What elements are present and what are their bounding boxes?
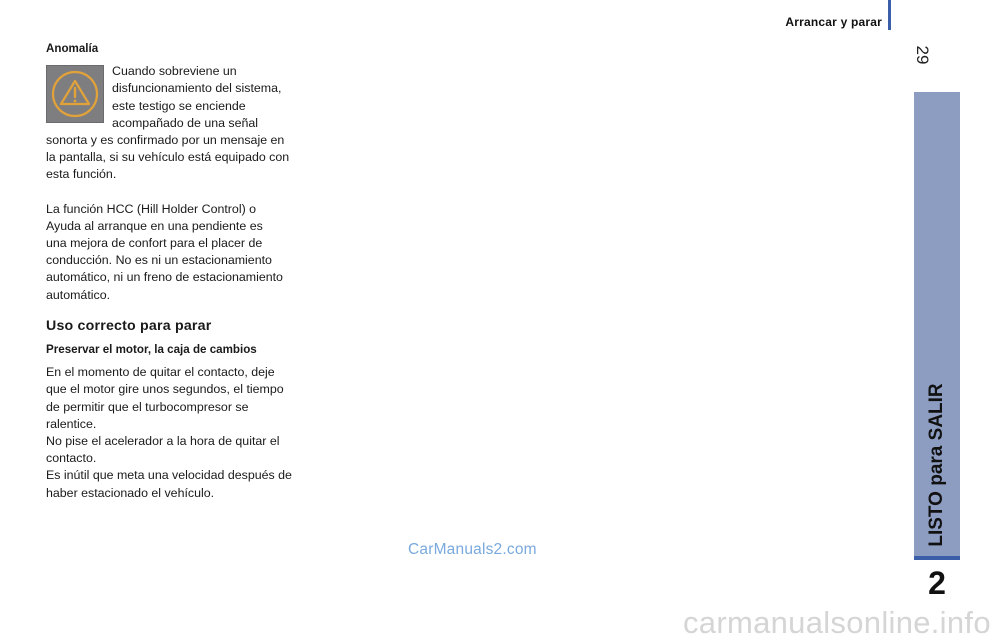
stop-line: de permitir que el turbocompresor se <box>46 399 249 414</box>
anomaly-block <box>46 63 322 183</box>
stop-line: Es inútil que meta una velocidad después de <box>46 468 292 483</box>
footer-watermark: carmanualsonline.info <box>683 605 991 640</box>
anomaly-line: sonorta y es confirmado por un mensaje en <box>46 133 285 148</box>
stop-paragraph <box>46 364 322 502</box>
hcc-line: La función HCC (Hill Holder Control) o <box>46 201 257 216</box>
page-number: 29 <box>913 45 932 65</box>
section-heading: Uso correcto para parar <box>46 317 212 334</box>
anomaly-line: Cuando sobreviene un <box>112 64 237 79</box>
anomaly-line: esta función. <box>46 167 117 182</box>
anomaly-heading: Anomalía <box>46 42 99 55</box>
hcc-line: automático, ni un freno de estacionamiento <box>46 270 283 285</box>
watermark-link[interactable]: CarManuals2.com <box>408 541 537 558</box>
hcc-line: conducción. No es ni un estacionamiento <box>46 253 272 268</box>
hcc-line: Ayuda al arranque en una pendiente es <box>46 218 263 233</box>
stop-line: contacto. <box>46 451 97 466</box>
chapter-number: 2 <box>928 565 946 601</box>
anomaly-line: la pantalla, si su vehículo está equipado con <box>46 150 290 165</box>
anomaly-line: acompañado de una señal <box>112 115 259 130</box>
hcc-paragraph <box>46 201 322 304</box>
hcc-line: automático. <box>46 287 111 302</box>
anomaly-line: disfuncionamiento del sistema, <box>112 81 282 96</box>
content-column <box>46 40 322 502</box>
section-subheading: Preservar el motor, la caja de cambios <box>46 343 257 357</box>
stop-line: ralentice. <box>46 416 97 431</box>
hcc-line: una mejora de confort para el placer de <box>46 236 263 251</box>
page-header-title: Arrancar y parar <box>785 15 882 29</box>
stop-line: No pise el acelerador a la hora de quitar el <box>46 434 280 449</box>
chapter-tab-divider <box>914 556 960 560</box>
anomaly-line: este testigo se enciende <box>112 98 246 113</box>
warning-triangle-icon <box>46 65 104 123</box>
stop-line: En el momento de quitar el contacto, deje <box>46 365 275 380</box>
stop-line: haber estacionado el vehículo. <box>46 485 215 500</box>
header-rule <box>888 0 891 30</box>
chapter-label: LISTO para SALIR <box>926 383 947 547</box>
stop-line: que el motor gire unos segundos, el tiempo <box>46 382 284 397</box>
